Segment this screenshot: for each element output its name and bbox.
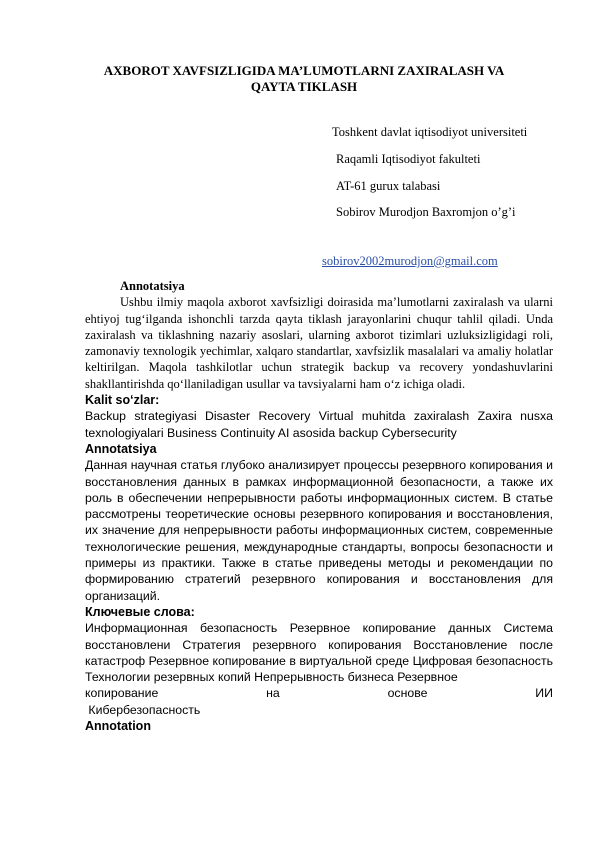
uz-abstract-heading: Annotatsiya	[120, 279, 185, 293]
ru-keyword-word: ИИ	[535, 686, 553, 701]
ru-abstract-heading: Annotatsiya	[85, 441, 157, 456]
ru-keyword-word: на	[266, 686, 280, 701]
ru-keywords-last: Кибербезопасность	[85, 702, 201, 717]
author-email-link[interactable]: sobirov2002murodjon@gmail.com	[322, 254, 498, 268]
title-line-2: QAYTA TIKLASH	[250, 79, 358, 94]
uz-keywords-heading: Kalit so‘zlar:	[85, 393, 160, 408]
title-line-1: AXBOROT XAVFSIZLIGIDA MA’LUMOTLARNI ZAXIRALASH VA	[103, 63, 505, 78]
uz-abstract-text: Ushbu ilmiy maqola axborot xavfsizligi doirasida ma’lumotlarni zaxiralash va ularni ehtiyoj tug‘ilganda ishonchli tarzda qayta tiklash jarayonlarini chuqur tahlil qiladi. Unda zaxiralash va tiklashning nazariy asoslari, ularning axborot tizimlari uzluksizligidagi roli, zamonaviy texnologik yechimlar, xalqaro standartlar, xavfsizlik masalalari va amaliy holatlar keltirilgan. Maqola tashkilotlar uchun strategik backup va recovery yondashuvlarini shakllantirishda qo‘llaniladigan usullar va tavsiyalarni ham o‘z ichiga oladi.	[85, 295, 553, 391]
ru-keyword-word: основе	[387, 686, 428, 701]
ru-keywords-spread-line	[85, 685, 553, 701]
university-name: Toshkent davlat iqtisodiyot universiteti	[332, 125, 528, 139]
faculty-name: Raqamli Iqtisodiyot fakulteti	[336, 152, 481, 166]
paper-title	[85, 63, 523, 95]
student-group: AT-61 gurux talabasi	[336, 179, 441, 193]
paper-body	[85, 278, 553, 734]
ru-abstract-text: Данная научная статья глубоко анализирует процессы резервного копирования и восстановления данных в рамках информационной безопасности, а также их роль в обеспечении непрерывности работы информационных систем. В статье рассмотрены теоретические основы резервного копирования и восстановления, их значение для непрерывности работы информационных систем, современные технологические решения, международные стандарты, вопросы безопасности и примеры из практики. Также в статье приведены методы и рекомендации по формированию стратегий резервного копирования и восстановления для организаций.	[85, 458, 553, 603]
ru-keywords-text: Информационная безопасность Резервное копирование данных Система восстановлени Стратегия резервного копирования Восстановление после катастроф Резервное копирование в виртуальной среде Цифровая безопасность Технологии резервных копий Непрерывность бизнеса Резервное	[85, 621, 553, 685]
en-abstract-heading: Annotation	[85, 719, 151, 734]
ru-keywords-heading: Ключевые слова:	[85, 604, 195, 619]
author-name: Sobirov Murodjon Baxromjon o’g’i	[336, 205, 516, 219]
ru-keyword-word: копирование	[85, 686, 159, 701]
uz-keywords-text: Backup strategiyasi Disaster Recovery Virtual muhitda zaxiralash Zaxira nusxa texnologiyalari Business Continuity AI asosida backup Cybersecurity	[85, 409, 553, 440]
